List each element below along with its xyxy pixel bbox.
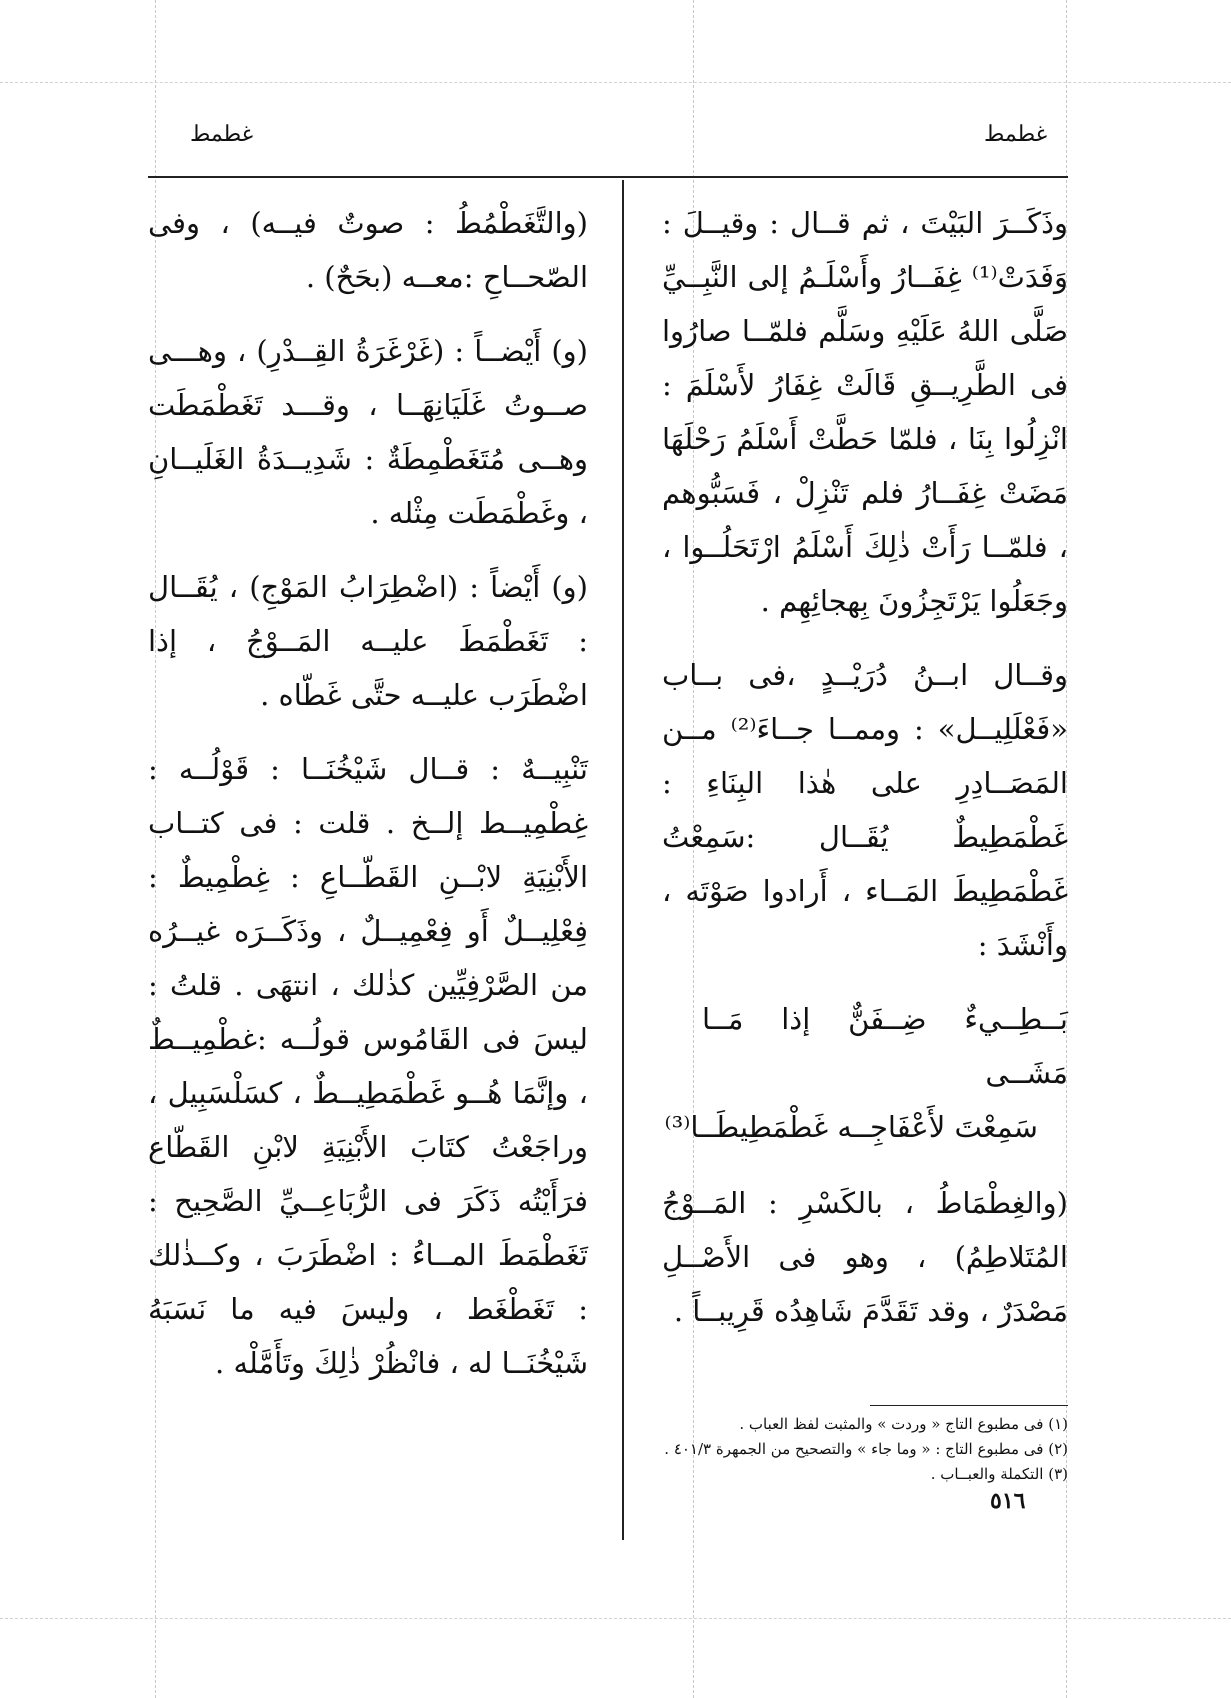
left-paragraph-3: (و) أَيْضاً : (اضْطِرَابُ المَوْجِ) ، يُقَــال : تَغَطْمَطَ عليــه المَــوْجُ ، إذا اضْطَرَب عليــه حتَّى غَطّاه . [148,570,588,712]
header-word-left: غطمط [190,122,254,147]
footnotes [650,1412,1068,1487]
verse-first-hemistich: بَــطِــيءٌ ضِــفَنٌّ إذا مَــا مَشَــى [702,1002,1068,1090]
footnote-rule [870,1405,1068,1406]
column-divider [622,180,624,1540]
left-paragraph-1: (والتَّغَطْمُطُ : صوتٌ فيــه) ، وفى الصّحــاحِ :معــه (بحَحٌ) . [148,206,588,294]
header-rule [148,176,1068,178]
footnote-3: (٣) التكملة والعبــاب . [930,1465,1068,1483]
left-paragraph-4: تَنْبِيــهٌ : قــال شَيْخُنَــا : قَوْلُــه : غِطْمِيــط إلــخ . قلت : فى كتــاب الأَبْنِيَةِ لابْــنِ القَطّــاعِ : غِطْمِيطٌ : فِعْلِيــلٌ أَو فِعْمِيــلٌ ، وذَكَــرَه غيــرُه من الصَّرْفِيِّين كذٰلك ، انتهَى . قلتُ : ليسَ فى القَامُوس قولُــه :غطْمِيــطٌ ، وإنَّمَا هُــو غَطْمَطِيــطٌ ، كسَلْسَبِيل ، وراجَعْتُ كتَابَ الأَبْنِيَةِ لابْنِ القَطّاع فرَأَيْتُه ذَكَرَ فى الرُّبَاعِــيِّ الصَّحِيح : تَغَطْمَطَ المــاءُ : اضْطَرَبَ ، وكــذٰلك : تَغَطْغَط ، وليسَ فيه ما نَسَبَهُ شَيْخُنَــا له ، فانْظُرْ ذٰلِكَ وتَأَمَّلْه . [148,752,588,1380]
page-number: ٥١٦ [990,1488,1026,1514]
right-column [662,196,1068,1358]
left-column [148,196,588,1410]
scan-guide-line [0,82,1231,83]
right-paragraph-2: وقــال ابــنُ دُرَيْــدٍ ،فى بــاب «فَعْلَلِيــل» : وممــا جــاءَ⁽²⁾ مــن المَصَــادِرِ على هٰذا البِنَاءِ : غَطْمَطِيطٌ يُقَــال :سَمِعْتُ غَطْمَطِيطَ المَــاء ، أَرادوا صَوْتَه ، وأَنْشَدَ : [662,658,1068,962]
footnote-1: (١) فى مطبوع التاج « وردت » والمثبت لفظ العباب . [739,1415,1068,1433]
footnote-2: (٢) فى مطبوع التاج : « وما جاء » والتصحيح من الجمهرة ٤٠١/٣ . [664,1440,1068,1458]
poem-verse [662,992,1068,1154]
scan-guide-line [0,1618,1231,1619]
left-paragraph-2: (و) أَيْضــاً : (غَرْغَرَةُ القِــدْرِ) ، وهـــى صــوتُ غَلَيَانِهَــا ، وقـــد تَغَطْمَطَت وهــى مُتَغَطْمِطَةٌ : شَدِيــدَةُ الغَلَيــانِ ، وغَطْمَطَت مِثْله . [148,334,588,530]
right-paragraph-3: (والغِطْمَاطُ ، بالكَسْرِ : المَــوْجُ المُتَلاطِمُ) ، وهو فى الأَصْــلِ مَصْدَرٌ ، وقد تَقَدَّمَ شَاهِدُه قَرِيبــاً . [662,1186,1068,1328]
right-paragraph-1: وذَكَــرَ البَيْتَ ، ثم قــال : وقيــلَ : وَفَدَتْ⁽¹⁾ غِفَــارُ وأَسْلَـمُ إلى النَّبِــيِّ صَلَّى اللهُ عَلَيْهِ وسَلَّم فلمّــا صارُوا فى الطَّرِيــقِ قَالَتْ غِفَارُ لأَسْلَمَ : انْزِلُوا بِنَا ، فلمّا حَطَّتْ أَسْلَمُ رَحْلَهَا مَضَتْ غِفَــارُ فلم تَنْزِلْ ، فَسَبُّوهم ، فلمّــا رَأَتْ ذٰلِكَ أَسْلَمُ ارْتَحَلُــوا ، وجَعَلُوا يَرْتَجِزُونَ بِهجائِهِم . [662,206,1068,618]
header-word-right: غطمط [984,122,1048,147]
verse-second-hemistich: سَمِعْتَ لأَعْفَاجِــه غَطْمَطِيطَــا⁽³⁾ [664,1110,1038,1144]
